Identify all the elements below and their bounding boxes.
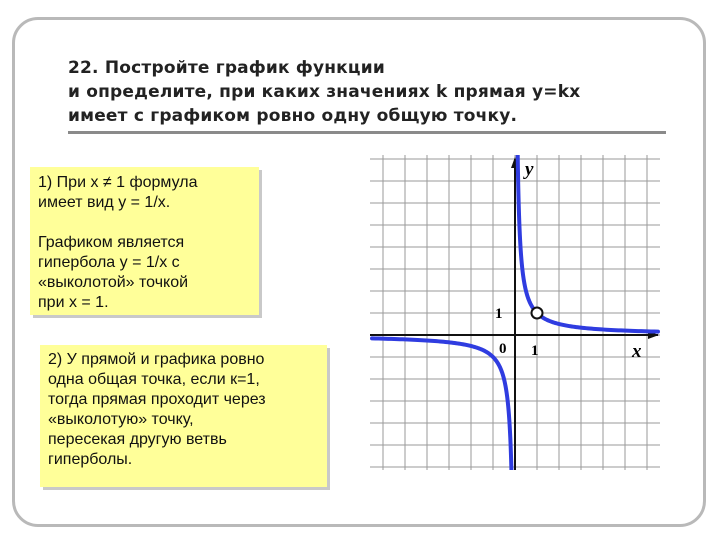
task-title (68, 56, 668, 128)
note-line: Графиком является (38, 234, 185, 251)
title-line: 22. Постройте график функции (68, 58, 385, 78)
punctured-point (532, 308, 543, 319)
hyperbola-branch-left (372, 338, 512, 470)
note-line: гипербола y = 1/x с (38, 254, 180, 271)
note-line: пересекая другую ветвь (48, 431, 227, 448)
note-line: при x = 1. (38, 294, 109, 311)
title-line: имеет с графиком ровно одну общую точку. (68, 106, 518, 126)
solution-note-step2 (40, 345, 327, 487)
y-axis-label: y (525, 159, 534, 180)
note-line: «выколотой» точкой (38, 274, 189, 291)
y-tick-label: 1 (495, 306, 503, 322)
note-line: имеет вид y = 1/x. (38, 194, 171, 211)
note-line: 2) У прямой и графика ровно (48, 351, 265, 368)
x-tick-label: 1 (531, 343, 539, 359)
note-line: тогда прямая проходит через (48, 391, 266, 408)
origin-label: 0 (499, 341, 507, 357)
title-divider (68, 131, 666, 134)
title-line: и определите, при каких значениях k прямая y=kx (68, 82, 581, 102)
solution-note-step1 (30, 167, 259, 315)
note-line: «выколотую» точку, (48, 411, 194, 428)
x-axis-label: x (632, 341, 642, 362)
note-line: гиперболы. (48, 451, 133, 468)
hyperbola-graph (370, 155, 660, 470)
note-line: одна общая точка, если к=1, (48, 371, 260, 388)
note-line: 1) При x ≠ 1 формула (38, 174, 198, 191)
